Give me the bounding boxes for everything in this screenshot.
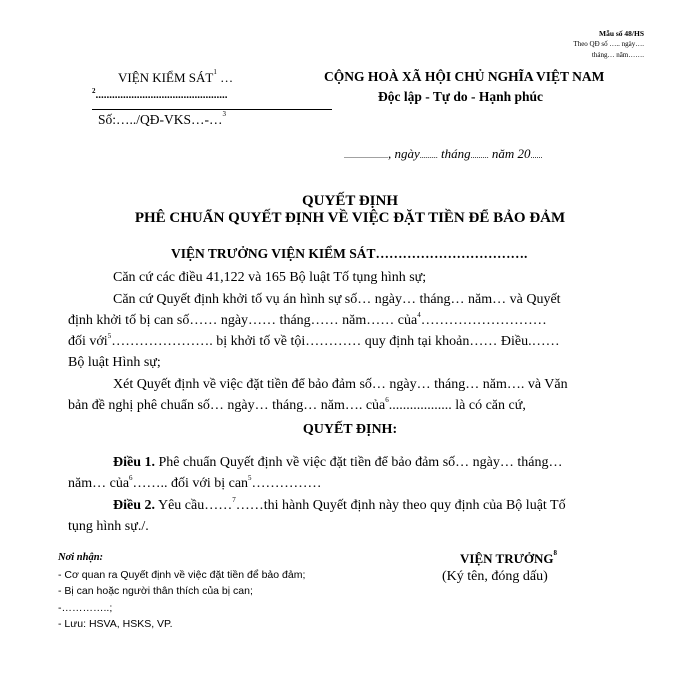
article-2 [113, 498, 566, 514]
footnote-7: 7 [232, 496, 236, 504]
form-code-line2: Theo QĐ số ….. ngày…. [573, 40, 644, 48]
recipients-title: Nơi nhận: [58, 552, 104, 563]
signature-note: (Ký tên, đóng dấu) [442, 569, 548, 584]
body-line-6: Xét Quyết định về việc đặt tiền để bảo đảm số… ngày… tháng… năm…. và Văn [113, 377, 568, 392]
form-code-line3: tháng… năm……. [591, 51, 644, 59]
body-line-4-text: đối với [68, 334, 108, 349]
date-day-fill: ......... [419, 151, 438, 160]
org-line2-text: ................................................ [95, 89, 228, 101]
footnote-6b: 6 [129, 474, 133, 482]
date-month-fill: ......... [470, 151, 489, 160]
recipients-block [58, 550, 305, 633]
document-title: QUYẾT ĐỊNH [302, 193, 398, 209]
body-line-4 [68, 334, 560, 350]
body-line-3-text: định khởi tố bị can số…… ngày…… tháng…… năm…… của [68, 313, 418, 328]
date-day-label: , ngày [388, 146, 420, 161]
article-1-cont1: năm… của [68, 476, 130, 491]
body-line-7-text: bản đề nghị phê chuẩn số… ngày… tháng… năm…. của [68, 398, 386, 413]
article-2-text: Yêu cầu…… [155, 498, 233, 513]
article-2-label: Điều 2. [113, 498, 155, 513]
header-divider [92, 109, 332, 110]
date-year-fill: ...... [530, 151, 543, 160]
body-line-2: Căn cứ Quyết định khởi tố vụ án hình sự số… ngày… tháng… năm… và Quyết [113, 292, 561, 307]
body-line-3-tail: ……………………… [420, 313, 547, 328]
article-1-continuation [68, 476, 322, 492]
date-year-label: năm 20 [488, 146, 531, 161]
article-2-text2: ……thi hành Quyết định này theo quy định của Bộ luật Tố [235, 498, 566, 513]
recipient-item: - Bị can hoặc người thân thích của bị can; [58, 585, 253, 597]
decision-heading: QUYẾT ĐỊNH: [302, 422, 398, 437]
signature-title-text: VIỆN TRƯỞNG [460, 551, 554, 566]
footnote-5: 5 [107, 332, 112, 340]
recipient-item: - Cơ quan ra Quyết định về việc đặt tiền để bảo đảm; [58, 568, 306, 581]
document-number-text: Số:…../QĐ-VKS…-… [98, 112, 223, 127]
article-1-cont3: …………… [251, 476, 322, 491]
footnote-5b: 5 [248, 474, 252, 482]
document-subtitle: PHÊ CHUẨN QUYẾT ĐỊNH VỀ VIỆC ĐẶT TIỀN ĐỂ BẢO ĐẢM [134, 210, 566, 226]
org-name-text: VIỆN KIỂM SÁT [118, 70, 214, 85]
signature-title [460, 551, 557, 567]
document-number [98, 112, 226, 128]
date-place: ...................... [344, 151, 388, 160]
article-1-label: Điều 1. [113, 455, 155, 470]
recipient-item: - Lưu: HSVA, HSKS, VP. [58, 618, 173, 630]
recipient-item: -…………..; [58, 601, 113, 614]
footnote-6: 6 [385, 396, 389, 404]
footnote-4: 4 [417, 311, 421, 319]
national-motto: Độc lập - Tự do - Hạnh phúc [378, 89, 544, 104]
article-1-text: Phê chuẩn Quyết định về việc đặt tiền để bảo đảm số… ngày… tháng… [155, 455, 563, 470]
form-code [573, 28, 644, 61]
org-name-suffix: … [216, 70, 234, 85]
article-1-cont2: …….. đối với bị can [132, 476, 249, 491]
body-line-7 [68, 398, 526, 414]
body-line-3 [68, 313, 547, 329]
date-line [344, 146, 543, 162]
body-line-5: Bộ luật Hình sự; [68, 355, 161, 370]
body-line-7-tail: .................. là có căn cứ, [388, 398, 526, 413]
article-1 [113, 455, 562, 471]
article-2-continuation: tụng hình sự./. [68, 519, 149, 534]
footnote-1: 1 [213, 68, 217, 76]
issuer-line: VIỆN TRƯỞNG VIỆN KIỂM SÁT……………………………. [171, 246, 528, 261]
footnote-2: 2 [92, 87, 96, 95]
org-line2 [92, 89, 228, 101]
date-month-label: tháng [437, 146, 471, 161]
body-line-1: Căn cứ các điều 41,122 và 165 Bộ luật Tố tụng hình sự; [113, 270, 427, 285]
footnote-8: 8 [553, 549, 558, 557]
footnote-3: 3 [222, 110, 227, 118]
org-name [118, 70, 233, 86]
national-title: CỘNG HOÀ XÃ HỘI CHỦ NGHĨA VIỆT NAM [324, 69, 605, 84]
form-code-title: Mẫu số 48/HS [598, 29, 644, 38]
body-line-4-tail: …………………. bị khởi tố về tội………… quy định tại khoản…… Điều.…… [111, 334, 560, 349]
